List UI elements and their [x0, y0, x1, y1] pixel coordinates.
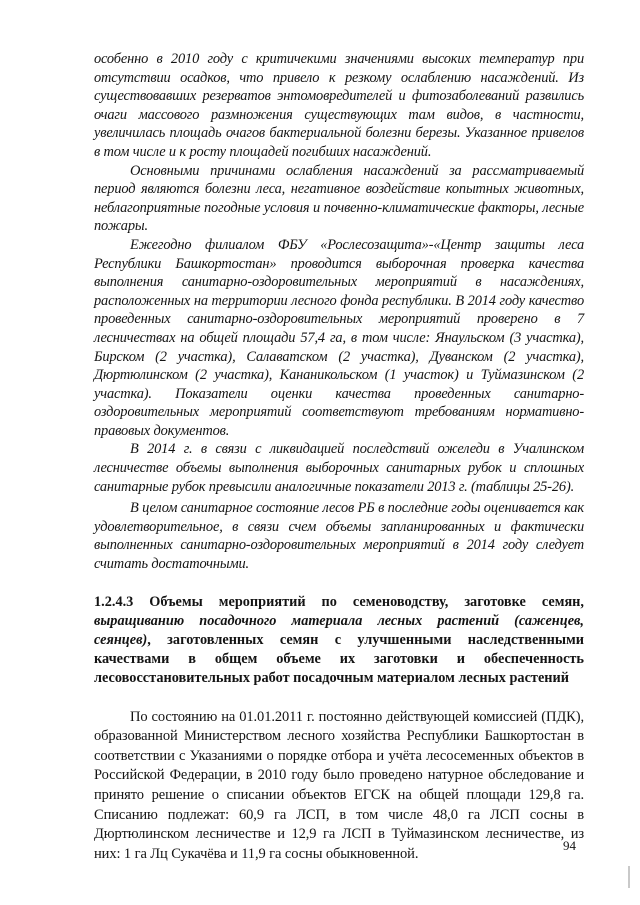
paragraph-1: особенно в 2010 году с критичекими значениями высоких температур при отсутствии осадков, что привело к резкому ослаблению насаждений. Из существовавших резерватов энтомовредителей и фитозаболеваний развились очаги массового размножения существующих там видов, в частности, увеличилась площадь очагов бактериальной болезни березы. Указанное привелов в том числе и к росту площадей погибших насаждений.: [94, 51, 584, 160]
heading-part-2: выращиванию посадочного материала лесных растений (саженцев, сеянцев): [94, 612, 584, 649]
body-paragraph: По состоянию на 01.01.2011 г. постоянно действующей комиссией (ПДК), образованной Министерством лесного хозяйства Республики Башкортостан в соответствии с Указаниями о порядке отбора и учёта лесосеменных объектов в Российской Федерации, в 2010 году было проведено натурное обследование и принято решение о списании объектов ЕГСК на общей площади 129,8 га. Списанию подлежат: 60,9 га ЛСП, в том числе 48,0 га ЛСП сосны в Дюртюлинском лесничестве и 12,9 га ЛСП в Туймазинском лесничестве, из них: 1 га Лц Сукачёва и 11,9 га сосны обыкновенной.: [94, 708, 584, 862]
page-content: [94, 50, 584, 864]
paragraph-2: Основными причинами ослабления насаждений за рассматриваемый период являются болезни леса, негативное воздействие копытных животных, неблагоприятные погодные условия и почвенно-климатические факторы, лесные пожары.: [94, 162, 584, 235]
paragraph-5: В целом санитарное состояние лесов РБ в последние годы оценивается как удовлетворительное, в связи счем объемы запланированных и фактически выполненных санитарно-оздоровительных мероприятий в 2014 году следует считать достаточными.: [94, 500, 584, 573]
paragraph-4: В 2014 г. в связи с ликвидацией последствий ожеледи в Учалинском лесничестве объемы выполнения выборочных санитарных рубок и сплошных санитарные рубок превысили аналогичные показатели 2013 г. (таблицы 25-26).: [94, 441, 584, 495]
page-number: 94: [563, 838, 576, 853]
paragraph-3: Ежегодно филиалом ФБУ «Рослесозащита»-«Центр защиты леса Республики Башкортостан» проводится выборочная проверка качества выполнения санитарно-оздоровительных мероприятий в насаждениях, расположенных на территории лесного фонда республики. В 2014 году качество проведенных санитарно-оздоровительных мероприятий проверено в 7 лесничествах на общей площади 57,4 га, в том числе: Янаульском (3 участка), Бирском (2 участка), Салаватском (2 участка), Дуванском (2 участка), Дюртюлинском (2 участка), Кананикольском (1 участок) и Туймазинском (2 участка). Показатели оценки качества проведенных санитарно-оздоровительных мероприятий соответствуют требованиям нормативно-правовых документов.: [94, 236, 584, 439]
section-heading: [94, 593, 584, 689]
heading-part-1: 1.2.4.3 Объемы мероприятий по семеноводству, заготовке семян,: [94, 593, 584, 610]
heading-part-3: , заготовленных семян с улучшенными наследственными качествами в общем объеме их заготовки и обеспеченность лесовосстановительных работ посадочным материалом лесных растений: [94, 632, 584, 687]
scan-edge-mark: [628, 866, 630, 888]
